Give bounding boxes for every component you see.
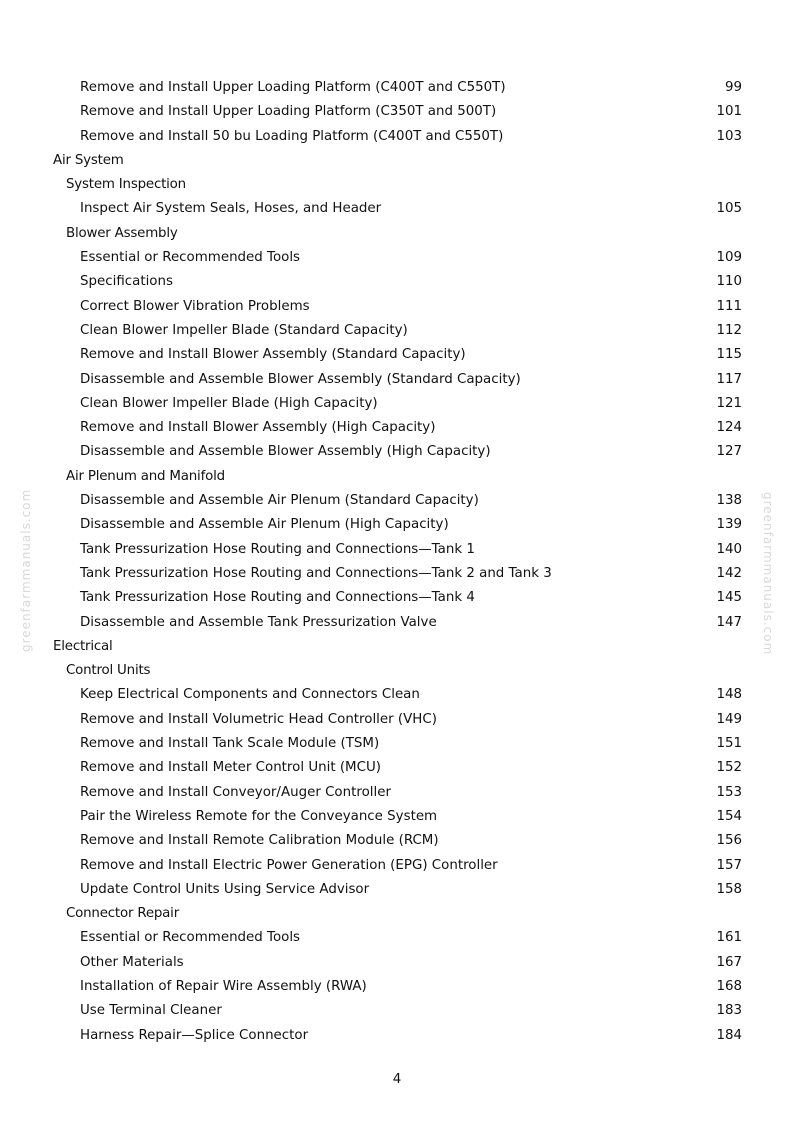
toc-entry-page: 156 xyxy=(716,833,742,849)
toc-entry[interactable] xyxy=(0,586,794,610)
toc-entry-title: Clean Blower Impeller Blade (Standard Capacity) xyxy=(80,322,408,338)
toc-entry-title: Control Units xyxy=(66,663,151,679)
toc-entry-page: 115 xyxy=(716,347,742,363)
toc-entry-title: Disassemble and Assemble Blower Assembly (High Capacity) xyxy=(80,444,491,460)
toc-entry-page: 112 xyxy=(716,322,742,338)
toc-entry-title: Remove and Install Blower Assembly (High Capacity) xyxy=(80,420,436,436)
toc-entry[interactable] xyxy=(0,611,794,635)
toc-entry-title: Remove and Install Meter Control Unit (MCU) xyxy=(80,760,381,776)
toc-entry-page: 139 xyxy=(716,517,742,533)
toc-entry[interactable] xyxy=(0,999,794,1023)
toc-entry[interactable] xyxy=(0,513,794,537)
toc-entry[interactable] xyxy=(0,781,794,805)
toc-entry-title: Tank Pressurization Hose Routing and Connections—Tank 1 xyxy=(80,541,475,557)
toc-entry-page: 110 xyxy=(716,274,742,290)
toc-entry-title: Disassemble and Assemble Air Plenum (Standard Capacity) xyxy=(80,493,479,509)
toc-entry[interactable] xyxy=(0,440,794,464)
toc-entry-title: Remove and Install Upper Loading Platform (C400T and C550T) xyxy=(80,80,506,95)
toc-entry[interactable] xyxy=(0,805,794,829)
toc-entry-title: System Inspection xyxy=(66,177,186,193)
toc-entry-title: Remove and Install Conveyor/Auger Controller xyxy=(80,784,391,800)
toc-entry[interactable] xyxy=(0,416,794,440)
toc-entry-title: Correct Blower Vibration Problems xyxy=(80,298,310,314)
toc-entry-page: 99 xyxy=(724,80,742,95)
toc-entry-page: 149 xyxy=(716,711,742,727)
toc-entry-page: 168 xyxy=(716,978,742,994)
toc-entry-page: 183 xyxy=(716,1003,742,1019)
toc-entry[interactable] xyxy=(0,76,794,100)
toc-entry-title: Disassemble and Assemble Air Plenum (High Capacity) xyxy=(80,517,449,533)
toc-entry[interactable] xyxy=(0,270,794,294)
toc-entry-title: Remove and Install Electric Power Generation (EPG) Controller xyxy=(80,857,498,873)
toc-entry-title: Specifications xyxy=(80,274,173,290)
toc-entry[interactable] xyxy=(0,392,794,416)
toc-subsection-heading[interactable] xyxy=(0,465,794,489)
toc-entry-page: 124 xyxy=(716,420,742,436)
toc-entry-title: Other Materials xyxy=(80,954,184,970)
toc-entry-page: 147 xyxy=(716,614,742,630)
toc-entry-title: Use Terminal Cleaner xyxy=(80,1003,222,1019)
toc-entry-page: 145 xyxy=(716,590,742,606)
toc-entry[interactable] xyxy=(0,368,794,392)
toc-entry-page: 127 xyxy=(716,444,742,460)
toc-entry-title: Keep Electrical Components and Connectors Clean xyxy=(80,687,420,703)
toc-entry-title: Tank Pressurization Hose Routing and Connections—Tank 4 xyxy=(80,590,475,606)
toc-entry[interactable] xyxy=(0,100,794,124)
toc-entry-title: Remove and Install Volumetric Head Controller (VHC) xyxy=(80,711,437,727)
toc-entry[interactable] xyxy=(0,246,794,270)
toc-entry-page: 111 xyxy=(716,298,742,314)
toc-entry-title: Remove and Install Blower Assembly (Standard Capacity) xyxy=(80,347,466,363)
page-number: 4 xyxy=(392,1072,402,1087)
toc-entry[interactable] xyxy=(0,926,794,950)
toc-entry-title: Clean Blower Impeller Blade (High Capacity) xyxy=(80,395,378,411)
toc-subsection-heading[interactable] xyxy=(0,659,794,683)
toc-entry[interactable] xyxy=(0,708,794,732)
toc-entry-page: 103 xyxy=(716,128,742,144)
toc-entry[interactable] xyxy=(0,125,794,149)
toc-entry[interactable] xyxy=(0,197,794,221)
toc-subsection-heading[interactable] xyxy=(0,222,794,246)
toc-entry-page: 151 xyxy=(716,736,742,752)
toc-entry-page: 152 xyxy=(716,760,742,776)
toc-entry-page: 161 xyxy=(716,930,742,946)
toc-entry[interactable] xyxy=(0,854,794,878)
toc-entry-page: 138 xyxy=(716,493,742,509)
toc-entry-title: Essential or Recommended Tools xyxy=(80,250,301,266)
watermark-left: greenfarmmanuals.com xyxy=(19,488,33,652)
toc-entry[interactable] xyxy=(0,562,794,586)
toc-entry-title: Installation of Repair Wire Assembly (RWA) xyxy=(80,978,367,994)
toc-subsection-heading[interactable] xyxy=(0,173,794,197)
toc-entry[interactable] xyxy=(0,1024,794,1048)
toc-entry-page: 105 xyxy=(716,201,742,217)
toc-entry-title: Blower Assembly xyxy=(66,225,178,241)
toc-entry[interactable] xyxy=(0,756,794,780)
toc-entry-title: Remove and Install Upper Loading Platform (C350T and 500T) xyxy=(80,104,497,120)
toc-entry-page: 117 xyxy=(716,371,742,387)
toc-entry[interactable] xyxy=(0,538,794,562)
watermark-right: greenfarmmanuals.com xyxy=(761,492,775,656)
toc-entry-title: Electrical xyxy=(53,638,113,654)
toc-entry[interactable] xyxy=(0,951,794,975)
toc-entry-title: Remove and Install 50 bu Loading Platform (C400T and C550T) xyxy=(80,128,504,144)
toc-section-heading[interactable] xyxy=(0,635,794,659)
toc-entry-page: 167 xyxy=(716,954,742,970)
toc-entry[interactable] xyxy=(0,489,794,513)
toc-entry-page: 140 xyxy=(716,541,742,557)
toc-entry-page: 154 xyxy=(716,808,742,824)
toc-entry-title: Air Plenum and Manifold xyxy=(66,468,225,484)
toc-entry-title: Remove and Install Remote Calibration Module (RCM) xyxy=(80,833,439,849)
toc-entry[interactable] xyxy=(0,732,794,756)
toc-entry-title: Connector Repair xyxy=(66,906,179,922)
toc-entry-page: 109 xyxy=(716,250,742,266)
toc-entry-title: Disassemble and Assemble Tank Pressurization Valve xyxy=(80,614,437,630)
toc-entry-title: Inspect Air System Seals, Hoses, and Header xyxy=(80,201,382,217)
toc-entry-page: 153 xyxy=(716,784,742,800)
table-of-contents xyxy=(0,76,794,1048)
toc-entry-page: 157 xyxy=(716,857,742,873)
toc-entry-title: Harness Repair—Splice Connector xyxy=(80,1027,309,1043)
toc-entry-page: 148 xyxy=(716,687,742,703)
toc-subsection-heading[interactable] xyxy=(0,902,794,926)
toc-entry-title: Pair the Wireless Remote for the Conveyance System xyxy=(80,808,438,824)
toc-entry-page: 121 xyxy=(716,395,742,411)
toc-entry-title: Tank Pressurization Hose Routing and Connections—Tank 2 and Tank 3 xyxy=(80,565,552,581)
toc-entry-title: Disassemble and Assemble Blower Assembly (Standard Capacity) xyxy=(80,371,521,387)
toc-entry[interactable] xyxy=(0,829,794,853)
toc-entry-page: 158 xyxy=(716,881,742,897)
toc-entry[interactable] xyxy=(0,295,794,319)
toc-entry[interactable] xyxy=(0,319,794,343)
toc-entry[interactable] xyxy=(0,683,794,707)
toc-entry[interactable] xyxy=(0,975,794,999)
toc-entry-page: 142 xyxy=(716,565,742,581)
toc-entry-page: 101 xyxy=(716,104,742,120)
toc-section-heading[interactable] xyxy=(0,149,794,173)
toc-entry[interactable] xyxy=(0,878,794,902)
toc-entry-title: Air System xyxy=(53,152,124,168)
toc-entry-page: 184 xyxy=(716,1027,742,1043)
toc-entry-title: Essential or Recommended Tools xyxy=(80,930,301,946)
toc-entry-title: Remove and Install Tank Scale Module (TSM) xyxy=(80,736,380,752)
toc-entry[interactable] xyxy=(0,343,794,367)
toc-entry-title: Update Control Units Using Service Advisor xyxy=(80,881,370,897)
